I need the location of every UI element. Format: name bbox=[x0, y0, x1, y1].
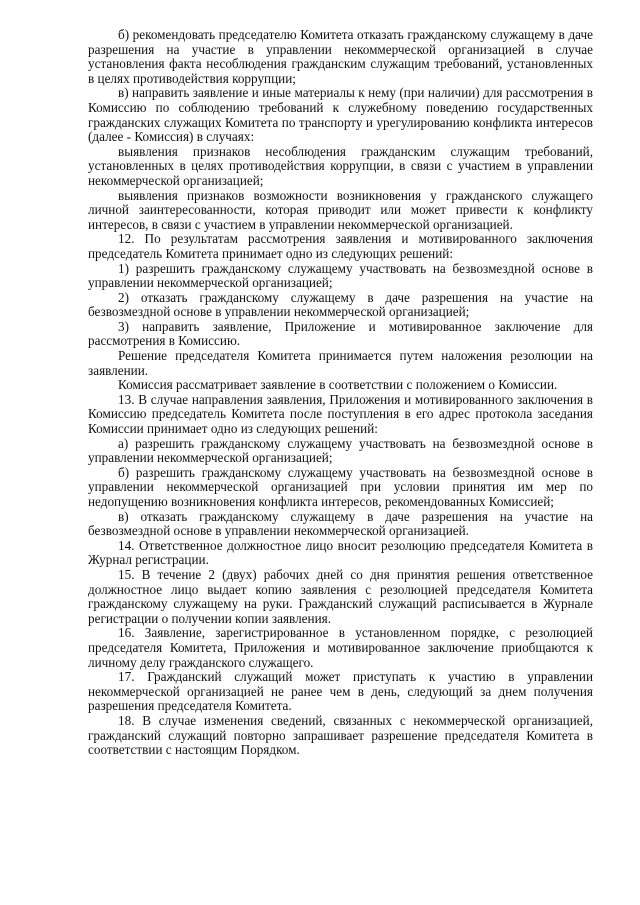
document-page bbox=[88, 28, 593, 758]
paragraph-11-v-case-2: выявления признаков возможности возникновения у гражданского служащего личной заинтересованности, которая приводит или может привести к конфликту интересов, в связи с участием в управлении некоммерческой организацией. bbox=[88, 187, 593, 232]
paragraph-13-v: в) отказать гражданскому служащему в даче разрешения на участие на безвозмездной основе в управлении некоммерческой организацией. bbox=[88, 508, 593, 539]
paragraph-12: 12. По результатам рассмотрения заявления и мотивированного заключения председатель Комитета принимает одно из следующих решений: bbox=[88, 231, 593, 261]
paragraph-18: 18. В случае изменения сведений, связанных с некоммерческой организацией, гражданский служащий повторно запрашивает разрешение председателя Комитета в соответствии с настоящим Порядком. bbox=[88, 712, 593, 758]
paragraph-12-commission: Комиссия рассматривает заявление в соответствии с положением о Комиссии. bbox=[118, 377, 558, 393]
paragraph-17: 17. Гражданский служащий может приступать к участию в управлении некоммерческой организацией не ранее чем в день, следующий за днем получения разрешения председателя Комитета. bbox=[88, 669, 593, 714]
paragraph-12-2: 2) отказать гражданскому служащему в даче разрешения на участие на безвозмездной основе в управлении некоммерческой организацией; bbox=[88, 289, 593, 320]
paragraph-12-resolution: Решение председателя Комитета принимается путем наложения резолюции на заявлении. bbox=[88, 348, 593, 378]
paragraph-16: 16. Заявление, зарегистрированное в установленном порядке, с резолюцией председателя Комитета, Приложения и мотивированное заключение приобщаются к личному делу гражданского служащего. bbox=[88, 625, 593, 670]
paragraph-13: 13. В случае направления заявления, Приложения и мотивированного заключения в Комиссию председатель Комитета после поступления в его адрес протокола заседания Комиссии принимает одно из следующих решений: bbox=[88, 391, 593, 437]
paragraph-12-1: 1) разрешить гражданскому служащему участвовать на безвозмездной основе в управлении некоммерческой организацией; bbox=[88, 260, 593, 291]
paragraph-15: 15. В течение 2 (двух) рабочих дней со дня принятия решения ответственное должностное лицо выдает копию заявления с резолюцией председателя Комитета гражданскому служащему на руки. Гражданский служащий расписывается в Журнале регистрации о получении копии заявления. bbox=[88, 566, 593, 626]
paragraph-14: 14. Ответственное должностное лицо вносит резолюцию председателя Комитета в Журнал регистрации. bbox=[88, 537, 593, 568]
paragraph-13-a: а) разрешить гражданскому служащему участвовать на безвозмездной основе в управлении некоммерческой организацией; bbox=[88, 435, 593, 466]
paragraph-13-b: б) разрешить гражданскому служащему участвовать на безвозмездной основе в управлении некоммерческой организацией при условии принятия им мер по недопущению возникновения конфликта интересов, рекомендованных Комиссией; bbox=[88, 464, 593, 509]
paragraph-11-v-case-1: выявления признаков несоблюдения гражданским служащим требований, установленных в целях противодействия коррупции, в связи с участием в управлении некоммерческой организацией; bbox=[88, 143, 593, 188]
paragraph-12-3: 3) направить заявление, Приложение и мотивированное заключение для рассмотрения в Комиссию. bbox=[88, 318, 593, 349]
paragraph-11-b: б) рекомендовать председателю Комитета отказать гражданскому служащему в даче разрешения на участие в управлении некоммерческой организацией в случае установления факта несоблюдения гражданским служащим требований, установленных в целях противодействия коррупции; bbox=[88, 27, 593, 86]
paragraph-11-v: в) направить заявление и иные материалы к нему (при наличии) для рассмотрения в Комиссию по соблюдению требований к служебному поведению государственных гражданских служащих Комитета по транспорту и урегулированию конфликта интересов (далее - Комиссия) в случаях: bbox=[88, 85, 593, 145]
